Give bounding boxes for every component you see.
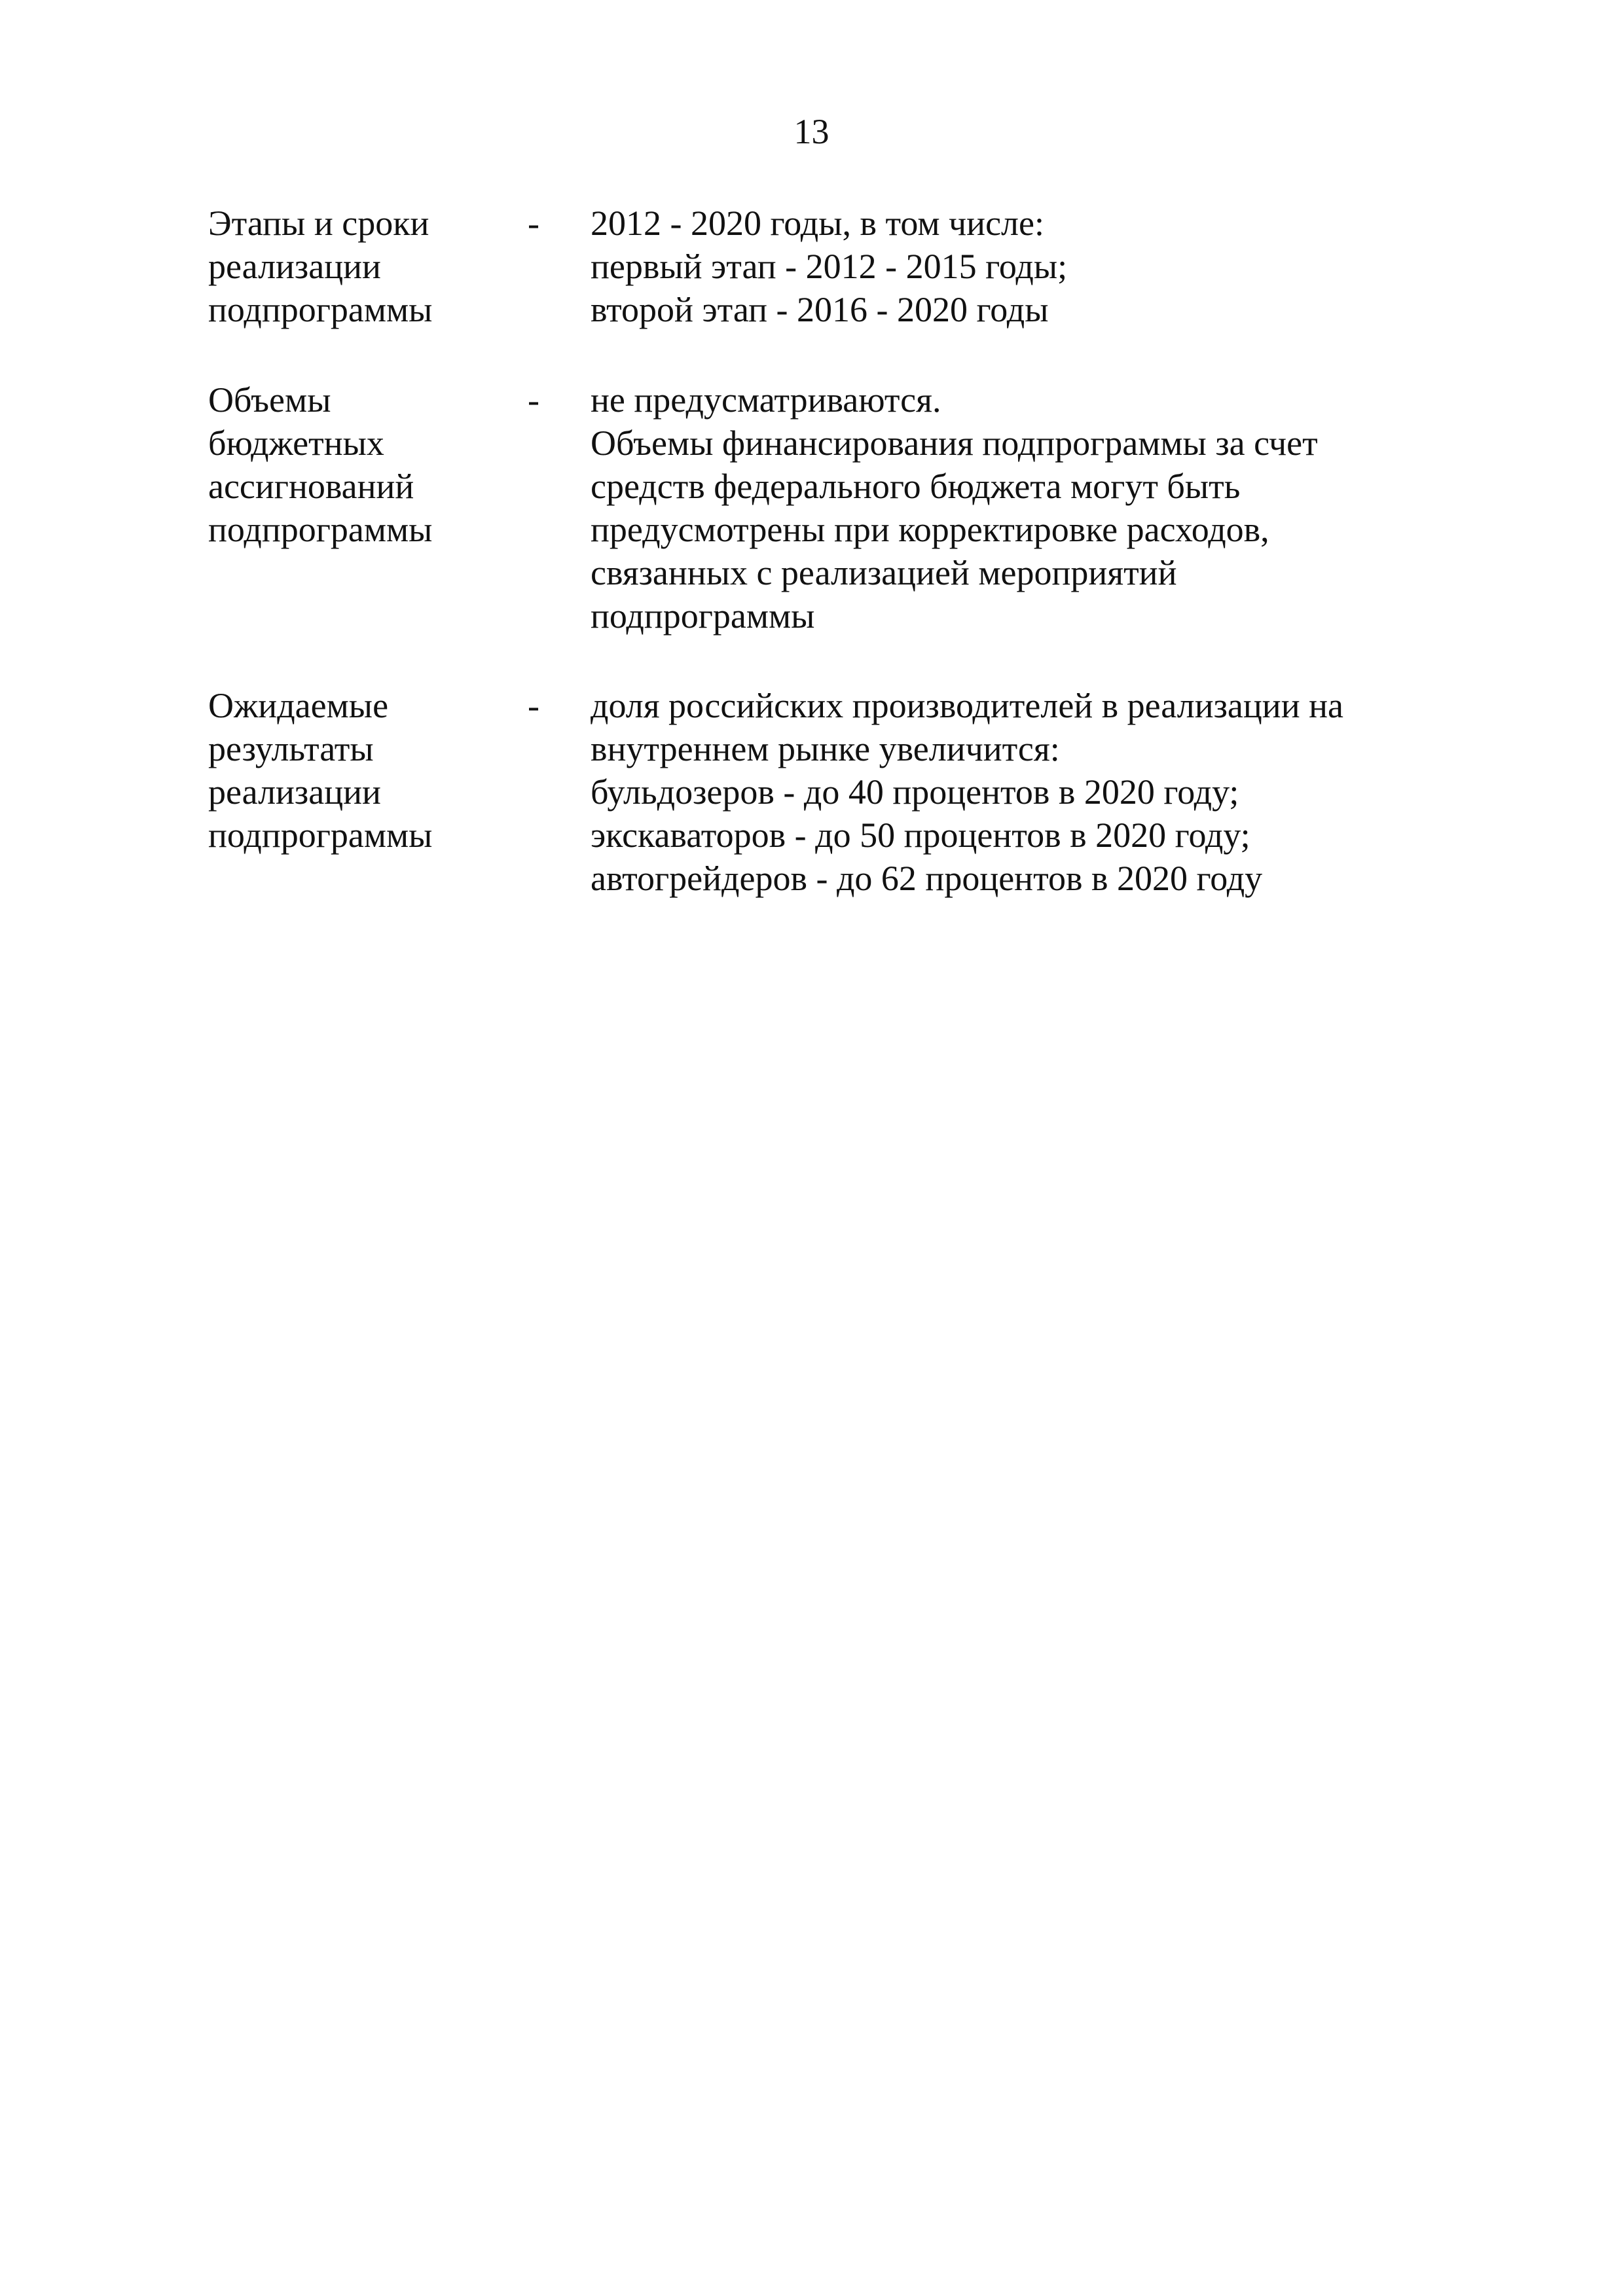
row-value <box>591 378 1455 637</box>
label-line: подпрограммы <box>208 816 433 855</box>
value-line: внутреннем рынке увеличится: <box>591 729 1060 768</box>
value-line: первый этап - 2012 - 2015 годы; <box>591 247 1068 286</box>
value-line: автогрейдеров - до 62 процентов в 2020 году <box>591 859 1263 898</box>
value-line: предусмотрены при корректировке расходов, <box>591 510 1269 549</box>
label-line: Ожидаемые <box>208 686 389 725</box>
row-dash: - <box>528 686 539 725</box>
label-line: реализации <box>208 772 381 812</box>
row-value <box>591 684 1455 900</box>
row-dash: - <box>528 204 539 243</box>
value-line: не предусматриваются. <box>591 380 941 420</box>
value-line: средств федерального бюджета могут быть <box>591 467 1241 506</box>
value-line: подпрограммы <box>591 596 815 636</box>
row-label <box>208 378 496 551</box>
page-number: 13 <box>793 112 830 151</box>
label-line: ассигнований <box>208 467 414 506</box>
label-line: результаты <box>208 729 374 768</box>
row-label <box>208 684 496 857</box>
value-line: 2012 - 2020 годы, в том числе: <box>591 204 1044 243</box>
label-line: подпрограммы <box>208 290 433 329</box>
value-line: бульдозеров - до 40 процентов в 2020 году; <box>591 772 1239 812</box>
label-line: реализации <box>208 247 381 286</box>
value-line: связанных с реализацией мероприятий <box>591 553 1177 592</box>
row-label <box>208 202 496 331</box>
label-line: Объемы <box>208 380 331 420</box>
label-line: Этапы и сроки <box>208 204 429 243</box>
value-line: доля российских производителей в реализации на <box>591 686 1343 725</box>
value-line: Объемы финансирования подпрограммы за счет <box>591 423 1318 463</box>
value-line: второй этап - 2016 - 2020 годы <box>591 290 1049 329</box>
label-line: бюджетных <box>208 423 384 463</box>
row-dash: - <box>528 380 539 420</box>
value-line: экскаваторов - до 50 процентов в 2020 году; <box>591 816 1250 855</box>
row-value <box>591 202 1455 331</box>
label-line: подпрограммы <box>208 510 433 549</box>
